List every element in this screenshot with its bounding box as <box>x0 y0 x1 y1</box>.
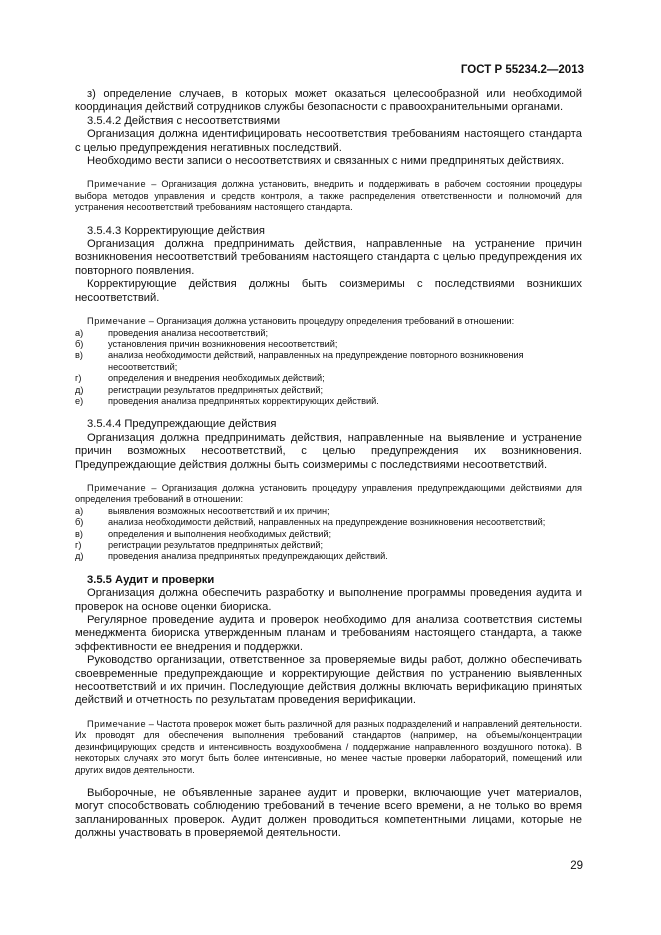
paragraph: Организация должна обеспечить разработку и выполнение программы проведения аудита и проверок на основе оценки биориска. <box>75 587 582 613</box>
note-text: – Организация должна установить процедуру управления предупреждающими действиями для определения требований в отношении: <box>75 482 582 505</box>
list-marker: в) <box>75 350 83 361</box>
section-heading: 3.5.4.3 Корректирующие действия <box>87 224 265 237</box>
paragraph: Руководство организации, ответственное за проверяемые виды работ, должно обеспечивать своевременные предупреждающие и корректирующие действия по устранению выявленных несоответствий и их причин. Последующие действия должны включать верификацию принятых действий и отчетность по результатам проведения верификации. <box>75 654 582 707</box>
list-item <box>75 540 582 551</box>
list-item <box>75 396 582 407</box>
section-heading: 3.5.5 Аудит и проверки <box>87 573 215 586</box>
paragraph: з) определение случаев, в которых может оказаться целесообразной или необходимой координация действий сотрудников службы безопасности с правоохранительными органами. <box>75 88 582 114</box>
list-marker: б) <box>75 517 84 528</box>
list-item <box>75 328 582 339</box>
note <box>75 316 582 327</box>
paragraph: Организация должна предпринимать действия, направленные на устранение причин возникновения несоответствий требованиям настоящего стандарта с целью предупреждения их повторного появления. <box>75 238 582 277</box>
list-marker: а) <box>75 505 84 516</box>
list-text: анализа необходимости действий, направленных на предупреждение повторного возникновения несоответствий; <box>108 350 524 372</box>
list-marker: в) <box>75 528 83 539</box>
list-text: регистрации результатов предпринятых действий; <box>108 384 324 395</box>
list-marker: б) <box>75 338 84 349</box>
list-text: проведения анализа несоответствий; <box>108 327 269 338</box>
list-marker: г) <box>75 373 82 384</box>
list-marker: а) <box>75 327 84 338</box>
note-label: Примечание <box>87 179 147 190</box>
document-header: ГОСТ Р 55234.2—2013 <box>460 64 584 76</box>
note-label: Примечание <box>87 482 147 493</box>
section-heading: 3.5.4.4 Предупреждающие действия <box>87 418 277 431</box>
paragraph: Организация должна идентифицировать несоответствия требованиям настоящего стандарта с целью предупреждения негативных последствий. <box>75 128 582 154</box>
list-marker: г) <box>75 540 82 550</box>
list-text: проведения анализа предпринятых предупреждающих действий. <box>108 551 388 562</box>
list-item <box>75 350 582 373</box>
list-text: определения и выполнения необходимых действий; <box>108 528 332 539</box>
page-number: 29 <box>570 860 583 872</box>
list-item <box>75 339 582 350</box>
paragraph: Корректирующие действия должны быть соизмеримы с последствиями возникших несоответствий. <box>75 278 582 304</box>
list-text: регистрации результатов предпринятых действий; <box>108 540 324 550</box>
paragraph: Организация должна предпринимать действия, направленные на выявление и устранение причин возможных несоответствий, с целью предупреждения их возникновения. Предупреждающие действия должны быть соизмеримы с последствиями несоответствий. <box>75 431 582 471</box>
note-text: – Организация должна установить, внедрить и поддерживать в рабочем состоянии процедуры выбора методов управления и средств контроля, а также распределения ответственности и полномочий для устранения несоответствий требованиям настоящего стандарта. <box>75 179 582 213</box>
note-text: – Организация должна установить процедуру определения требований в отношении: <box>146 316 515 327</box>
note-label: Примечание <box>87 316 147 327</box>
paragraph: Регулярное проведение аудита и проверок необходимо для анализа соответствия системы менеджмента биориска утвержденным планам и требованиям настоящего стандарта, а также эффективности ее внедрения и поддержки. <box>75 614 582 653</box>
note-list <box>75 328 582 408</box>
list-text: проведения анализа предпринятых корректирующих действий. <box>108 395 379 406</box>
list-item <box>75 517 582 528</box>
section-heading: 3.5.4.2 Действия с несоответствиями <box>87 114 281 127</box>
note <box>75 179 582 213</box>
page-body <box>75 88 582 841</box>
note <box>75 483 582 506</box>
list-text: анализа необходимости действий, направленных на предупреждение возникновения несоответствий; <box>108 517 546 528</box>
list-text: установления причин возникновения несоответствий; <box>108 338 338 349</box>
list-item <box>75 551 582 562</box>
list-item <box>75 506 582 517</box>
list-marker: д) <box>75 551 84 562</box>
note <box>75 719 582 776</box>
list-item <box>75 529 582 540</box>
paragraph: Выборочные, не объявленные заранее аудит и проверки, включающие учет материалов, могут способствовать соблюдению требований в течение всего времени, а не только во время запланированных проверок. Аудит должен проводиться компетентными лицами, которые не должны участвовать в проверяемой деятельности. <box>75 786 582 840</box>
note-label: Примечание <box>87 718 147 729</box>
list-marker: е) <box>75 395 84 406</box>
list-item <box>75 373 582 384</box>
paragraph: Необходимо вести записи о несоответствиях и связанных с ними предпринятых действиях. <box>87 155 565 168</box>
list-text: определения и внедрения необходимых действий; <box>108 373 325 384</box>
list-text: выявления возможных несоответствий и их причин; <box>108 505 330 516</box>
note-list <box>75 506 582 563</box>
list-item <box>75 385 582 396</box>
note-text: – Частота проверок может быть различной для разных подразделений и направлений деятельности. Их проводят для обеспечения выполнения требований стандартов (например, на объемы/концентрации дезинфицирующих средств и интенсивность воздухообмена / поддержание направленного воздушного потока). В некоторых случаях это могут быть более интенсивные, но менее частые проверки лабораторий, помещений или других видов деятельности. <box>75 718 582 775</box>
list-marker: д) <box>75 384 84 395</box>
